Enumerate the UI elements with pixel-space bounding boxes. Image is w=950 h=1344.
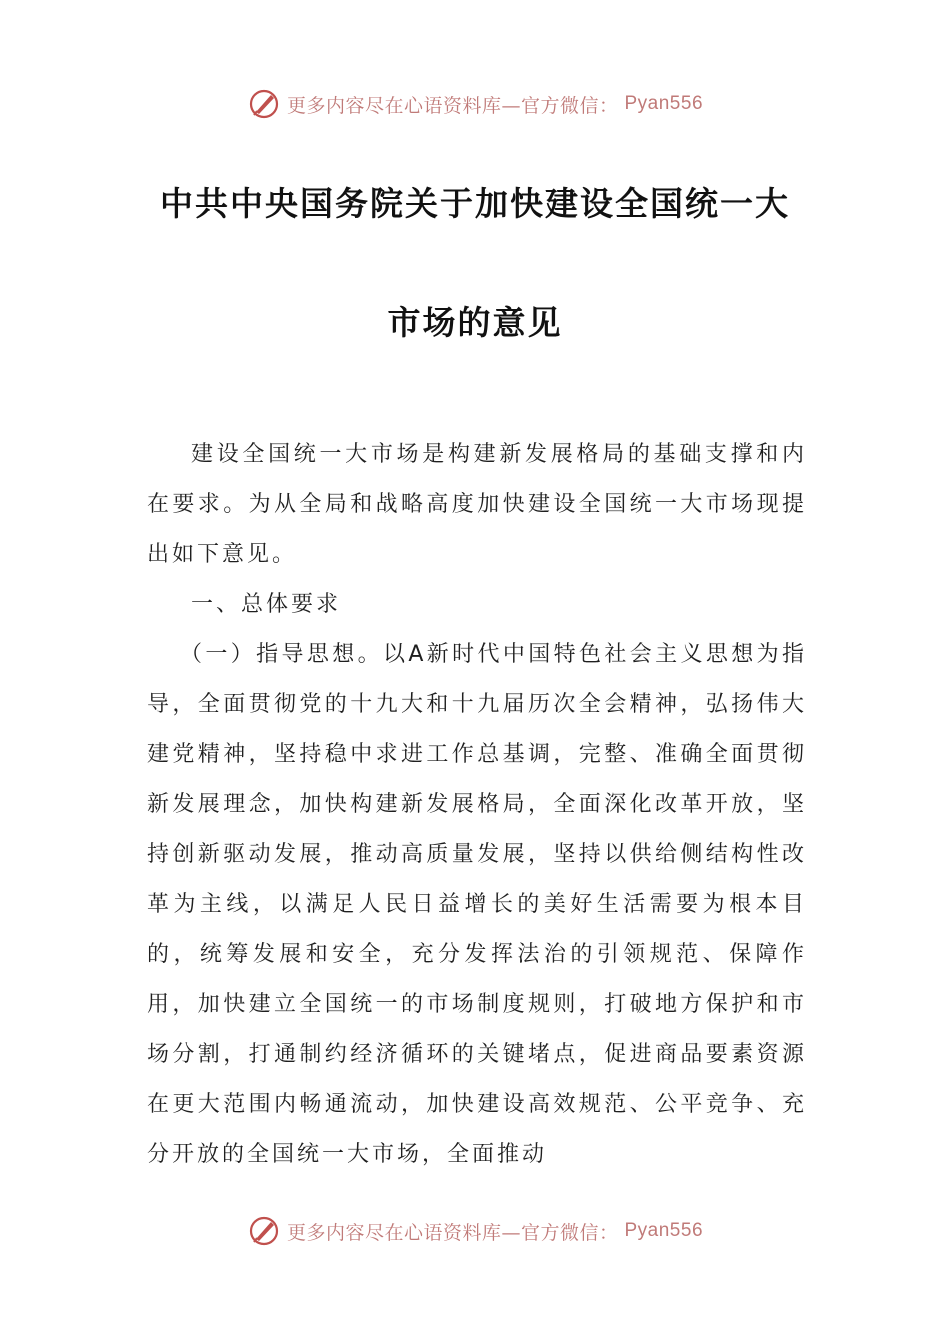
watermark-text: 更多内容尽在心语资料库—官方微信：: [286, 94, 619, 117]
watermark-footer: [0, 1211, 950, 1251]
document-title-line-2: 市场的意见: [387, 303, 563, 342]
quill-pen-logo-icon: [247, 1214, 281, 1248]
watermark-text: 更多内容尽在心语资料库—官方微信：: [286, 1221, 619, 1244]
watermark-wechat-id: Pyan556: [624, 1220, 704, 1241]
document-title-line-1: 中共中央国务院关于加快建设全国统一大: [160, 184, 790, 223]
paragraph-guiding-ideology: （一）指导思想。以A新时代中国特色社会主义思想为指导，全面贯彻党的十九大和十九届历次全会精神，弘扬伟大建党精神，坚持稳中求进工作总基调，完整、准确全面贯彻新发展理念，加快构建新发展格局，全面深化改革开放，坚持创新驱动发展，推动高质量发展，坚持以供给侧结构性改革为主线，以满足人民日益增长的美好生活需要为根本目的，统筹发展和安全，充分发挥法治的引领规范、保障作用，加快建立全国统一的市场制度规则，打破地方保护和市场分割，打通制约经济循环的关键堵点，促进商品要素资源在更大范围内畅通流动，加快建设高效规范、公平竞争、充分开放的全国统一大市场，全面推动: [147, 642, 807, 1167]
watermark-wechat-id: Pyan556: [624, 93, 704, 114]
watermark-header: [0, 84, 950, 124]
paragraph-intro: 建设全国统一大市场是构建新发展格局的基础支撑和内在要求。为从全局和战略高度加快建设全国统一大市场现提出如下意见。: [147, 442, 807, 567]
document-body: [147, 430, 807, 1180]
section-heading-general-requirements: 一、总体要求: [191, 592, 342, 617]
quill-pen-logo-icon: [247, 87, 281, 121]
